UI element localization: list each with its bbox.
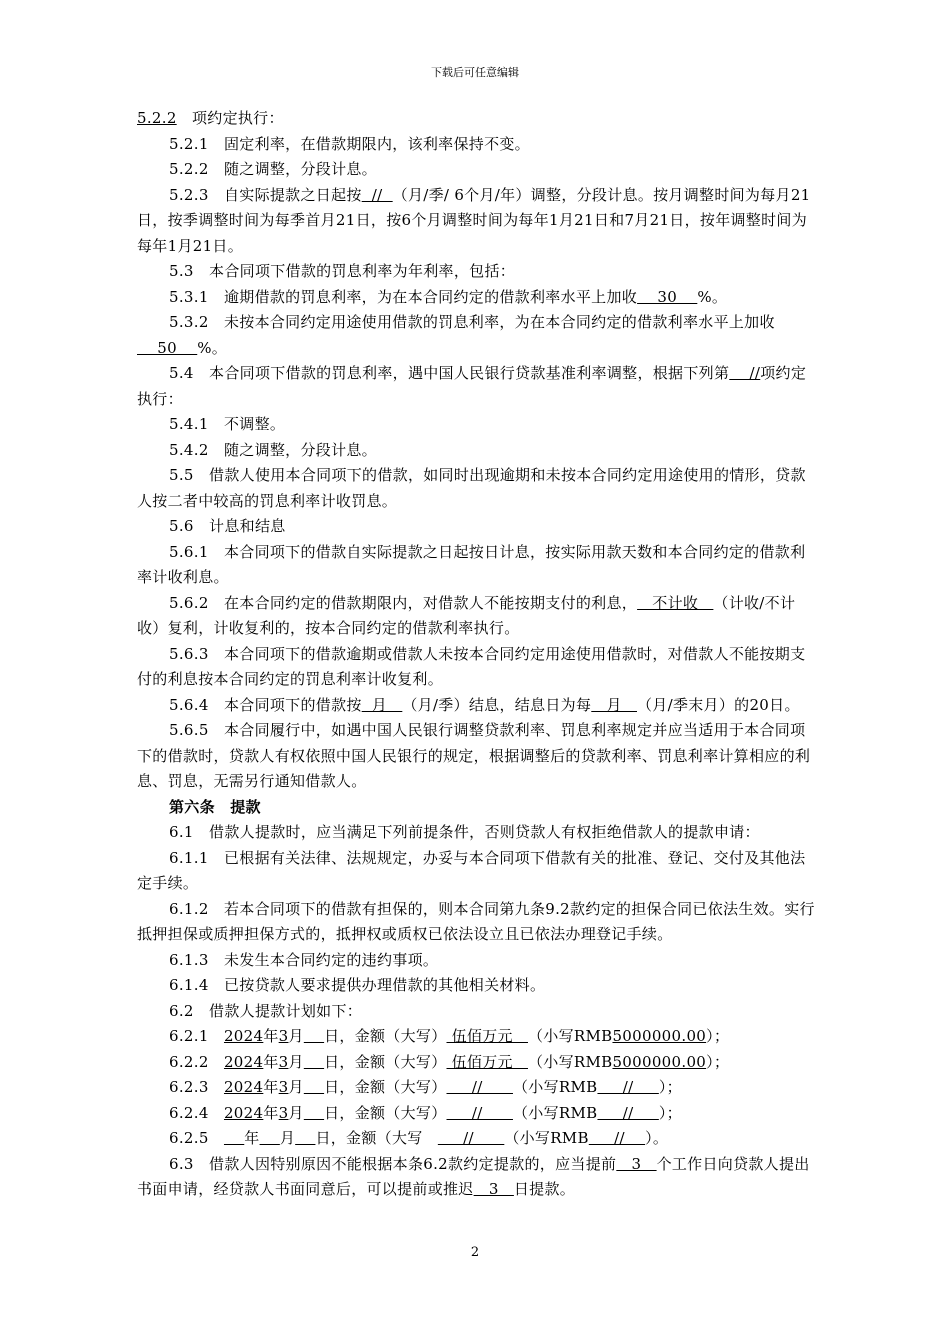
day-field — [304, 1053, 324, 1071]
clause-6-3 — [137, 1152, 815, 1203]
month-unit: 月 — [288, 1078, 304, 1096]
amount-figures-field: // — [588, 1129, 646, 1147]
day-field — [304, 1078, 324, 1096]
small-amount-label: （小写RMB — [512, 1078, 598, 1096]
clause-text: （月/季末月）的20日。 — [637, 695, 800, 714]
clause-5-4-2: 5.4.2 随之调整，分段计息。 — [169, 440, 377, 459]
clause-text: %。 — [197, 338, 228, 357]
drawdown-row-3 — [137, 1075, 815, 1101]
amount-label: 日，金额（大写） — [324, 1103, 447, 1122]
clause-text: （月/季）结息，结息日为每 — [402, 695, 592, 714]
clause-5-2-2: 5.2.2 随之调整，分段计息。 — [169, 160, 377, 178]
drawdown-row-5 — [137, 1126, 815, 1152]
clause-5-6-5: 5.6.5 本合同履行中，如遇中国人民银行调整贷款利率、罚息利率规定并应当适用于本合同项下的借款时，贷款人有权依照中国人民银行的规定，根据调整后的贷款利率、罚息利率计算相应的利息、罚息，无需另行通知借款人。 — [137, 721, 811, 790]
blank-field: // — [361, 185, 393, 204]
clause-5-5: 5.5 借款人使用本合同项下的借款，如同时出现逾期和未按本合同约定用途使用的情形，贷款人按二者中较高的罚息利率计收罚息。 — [137, 466, 806, 510]
amount-figures-field: 5000000.00 — [612, 1052, 707, 1071]
clause-text: %。 — [697, 287, 728, 306]
clause-text: （月/季/ 6个月/年）调整，分段计息。按月调整时间为每月21日，按季调整时间为每季首月21日，按6个月调整时间为每年1月21日和7月21日，按年调整时间为每年1月21日。 — [137, 185, 811, 255]
clause-5-3: 5.3 本合同项下借款的罚息利率为年利率，包括： — [169, 262, 516, 280]
drawdown-row-1 — [137, 1024, 815, 1050]
month-field — [260, 1129, 280, 1147]
clause-5-6-2 — [137, 591, 815, 642]
small-amount-label: （小写RMB — [512, 1103, 598, 1122]
clause-text: 项约定执行： — [137, 364, 807, 408]
year-unit: 年 — [263, 1078, 279, 1096]
amount-words-field: // — [446, 1103, 513, 1122]
clause-text: 项约定执行： — [176, 109, 284, 127]
blank-field: 不计收 — [637, 593, 714, 612]
clause-text: 5.6.4 本合同项下的借款按 — [169, 695, 362, 714]
clause-text: 6.3 借款人因特别原因不能根据本条6.2款约定提款的，应当提前 — [169, 1154, 617, 1173]
day-field — [304, 1104, 324, 1122]
clause-5-3-1 — [137, 285, 815, 311]
clause-6-1-2: 6.1.2 若本合同项下的借款有担保的，则本合同第九条9.2款约定的担保合同已依法生效。实行抵押担保或质押担保方式的，抵押权或质权已依法设立且已依法办理登记手续。 — [137, 899, 815, 943]
clause-text: 5.2.3 自实际提款之日起按 — [169, 185, 362, 204]
amount-words-field: // — [446, 1078, 513, 1096]
small-amount-label: （小写RMB — [527, 1027, 613, 1045]
month-unit: 月 — [288, 1103, 304, 1122]
clause-6-1-3: 6.1.3 未发生本合同约定的违约事项。 — [169, 950, 439, 969]
blank-field: 30 — [637, 287, 698, 306]
clause-6-2: 6.2 借款人提款计划如下： — [169, 1001, 363, 1020]
clause-5-2-3 — [137, 183, 815, 260]
month-field: 3 — [278, 1078, 289, 1096]
month-unit: 月 — [279, 1129, 296, 1147]
clause-6-1: 6.1 借款人提款时，应当满足下列前提条件，否则贷款人有权拒绝借款人的提款申请： — [169, 823, 760, 841]
clause-text: （计收/不计收）复利，计收复利的，按本合同约定的借款利率执行。 — [137, 593, 796, 637]
amount-words-field: // — [437, 1129, 505, 1147]
clause-5-6: 5.6 计息和结息 — [169, 517, 286, 535]
clause-6-1-4: 6.1.4 已按贷款人要求提供办理借款的其他相关材料。 — [169, 976, 546, 994]
small-amount-label: （小写RMB — [504, 1129, 589, 1147]
clause-text: 5.6.2 在本合同约定的借款期限内，对借款人不能按期支付的利息， — [169, 593, 638, 612]
amount-words-field: 伍佰万元 — [446, 1052, 528, 1071]
row-end: ）； — [658, 1078, 682, 1096]
row-end: ）； — [706, 1052, 730, 1071]
clause-text: 5.3.2 未按本合同约定用途使用借款的罚息利率，为在本合同约定的借款利率水平上加收 — [169, 313, 775, 331]
year-unit: 年 — [244, 1129, 260, 1147]
row-end: ）； — [706, 1027, 730, 1045]
month-field: 3 — [278, 1103, 289, 1122]
article-6-heading: 第六条 提款 — [169, 797, 261, 816]
year-field: 2024 — [223, 1052, 264, 1071]
clause-text: 个工作日向贷款人提出书面申请，经贷款人书面同意后，可以提前或推迟 — [137, 1154, 810, 1198]
clause-5-6-3: 5.6.3 本合同项下的借款逾期或借款人未按本合同约定用途使用借款时，对借款人不能按期支付的利息按本合同约定的罚息利率计收复利。 — [137, 644, 806, 688]
blank-field: // — [729, 364, 761, 382]
row-end: ）。 — [645, 1129, 669, 1147]
clause-6-1-1: 6.1.1 已根据有关法律、法规规定，办妥与本合同项下借款有关的批准、登记、交付及其他法定手续。 — [137, 848, 806, 892]
year-field — [224, 1129, 244, 1147]
year-unit: 年 — [263, 1103, 279, 1122]
clause-5-3-2 — [137, 310, 815, 361]
blank-field: 月 — [361, 695, 403, 714]
month-unit: 月 — [288, 1052, 304, 1071]
amount-label: 日，金额（大写） — [324, 1052, 447, 1071]
amount-label: 日，金额（大写 — [315, 1129, 438, 1147]
row-label: 6.2.5 — [169, 1129, 224, 1147]
row-label: 6.2.4 — [169, 1103, 224, 1122]
month-field: 3 — [278, 1027, 289, 1045]
clause-5-2-1: 5.2.1 固定利率，在借款期限内，该利率保持不变。 — [169, 134, 530, 153]
year-unit: 年 — [263, 1027, 279, 1045]
clause-number: 5.2.2 — [137, 109, 177, 127]
clause-5-2-2-intro — [137, 106, 815, 132]
clause-text: 5.3.1 逾期借款的罚息利率，为在本合同约定的借款利率水平上加收 — [169, 287, 638, 306]
clause-5-4-1: 5.4.1 不调整。 — [169, 415, 286, 433]
page-number: 2 — [470, 1245, 480, 1260]
clause-5-6-4 — [137, 693, 815, 719]
year-field: 2024 — [223, 1078, 264, 1096]
page-header: 下载后可任意编辑 — [431, 66, 519, 79]
clause-5-6-1: 5.6.1 本合同项下的借款自实际提款之日起按日计息，按实际用款天数和本合同约定的借款利率计收利息。 — [137, 542, 806, 586]
amount-label: 日，金额（大写） — [324, 1078, 447, 1096]
drawdown-row-4 — [137, 1101, 815, 1127]
clause-text: 5.4 本合同项下借款的罚息利率，遇中国人民银行贷款基准利率调整，根据下列第 — [169, 364, 730, 382]
amount-figures-field: 5000000.00 — [612, 1027, 707, 1045]
month-unit: 月 — [288, 1027, 304, 1045]
amount-label: 日，金额（大写） — [324, 1027, 447, 1045]
row-label: 6.2.2 — [169, 1052, 224, 1071]
blank-field: 3 — [473, 1180, 514, 1198]
blank-field: 3 — [616, 1154, 657, 1173]
day-field — [304, 1027, 324, 1045]
clause-5-4 — [137, 361, 815, 412]
row-label: 6.2.1 — [169, 1027, 224, 1045]
clause-text: 日提款。 — [513, 1180, 576, 1198]
year-field: 2024 — [223, 1027, 264, 1045]
amount-figures-field: // — [597, 1103, 659, 1122]
day-field — [295, 1129, 315, 1147]
year-unit: 年 — [263, 1052, 279, 1071]
blank-field: 50 — [137, 338, 198, 357]
amount-words-field: 伍佰万元 — [446, 1027, 528, 1045]
document-body — [137, 106, 815, 1203]
row-label: 6.2.3 — [169, 1078, 224, 1096]
row-end: ）； — [658, 1103, 682, 1122]
small-amount-label: （小写RMB — [527, 1052, 613, 1071]
year-field: 2024 — [223, 1103, 264, 1122]
drawdown-row-2 — [137, 1050, 815, 1076]
blank-field: 月 — [591, 695, 637, 714]
month-field: 3 — [278, 1052, 289, 1071]
amount-figures-field: // — [597, 1078, 659, 1096]
